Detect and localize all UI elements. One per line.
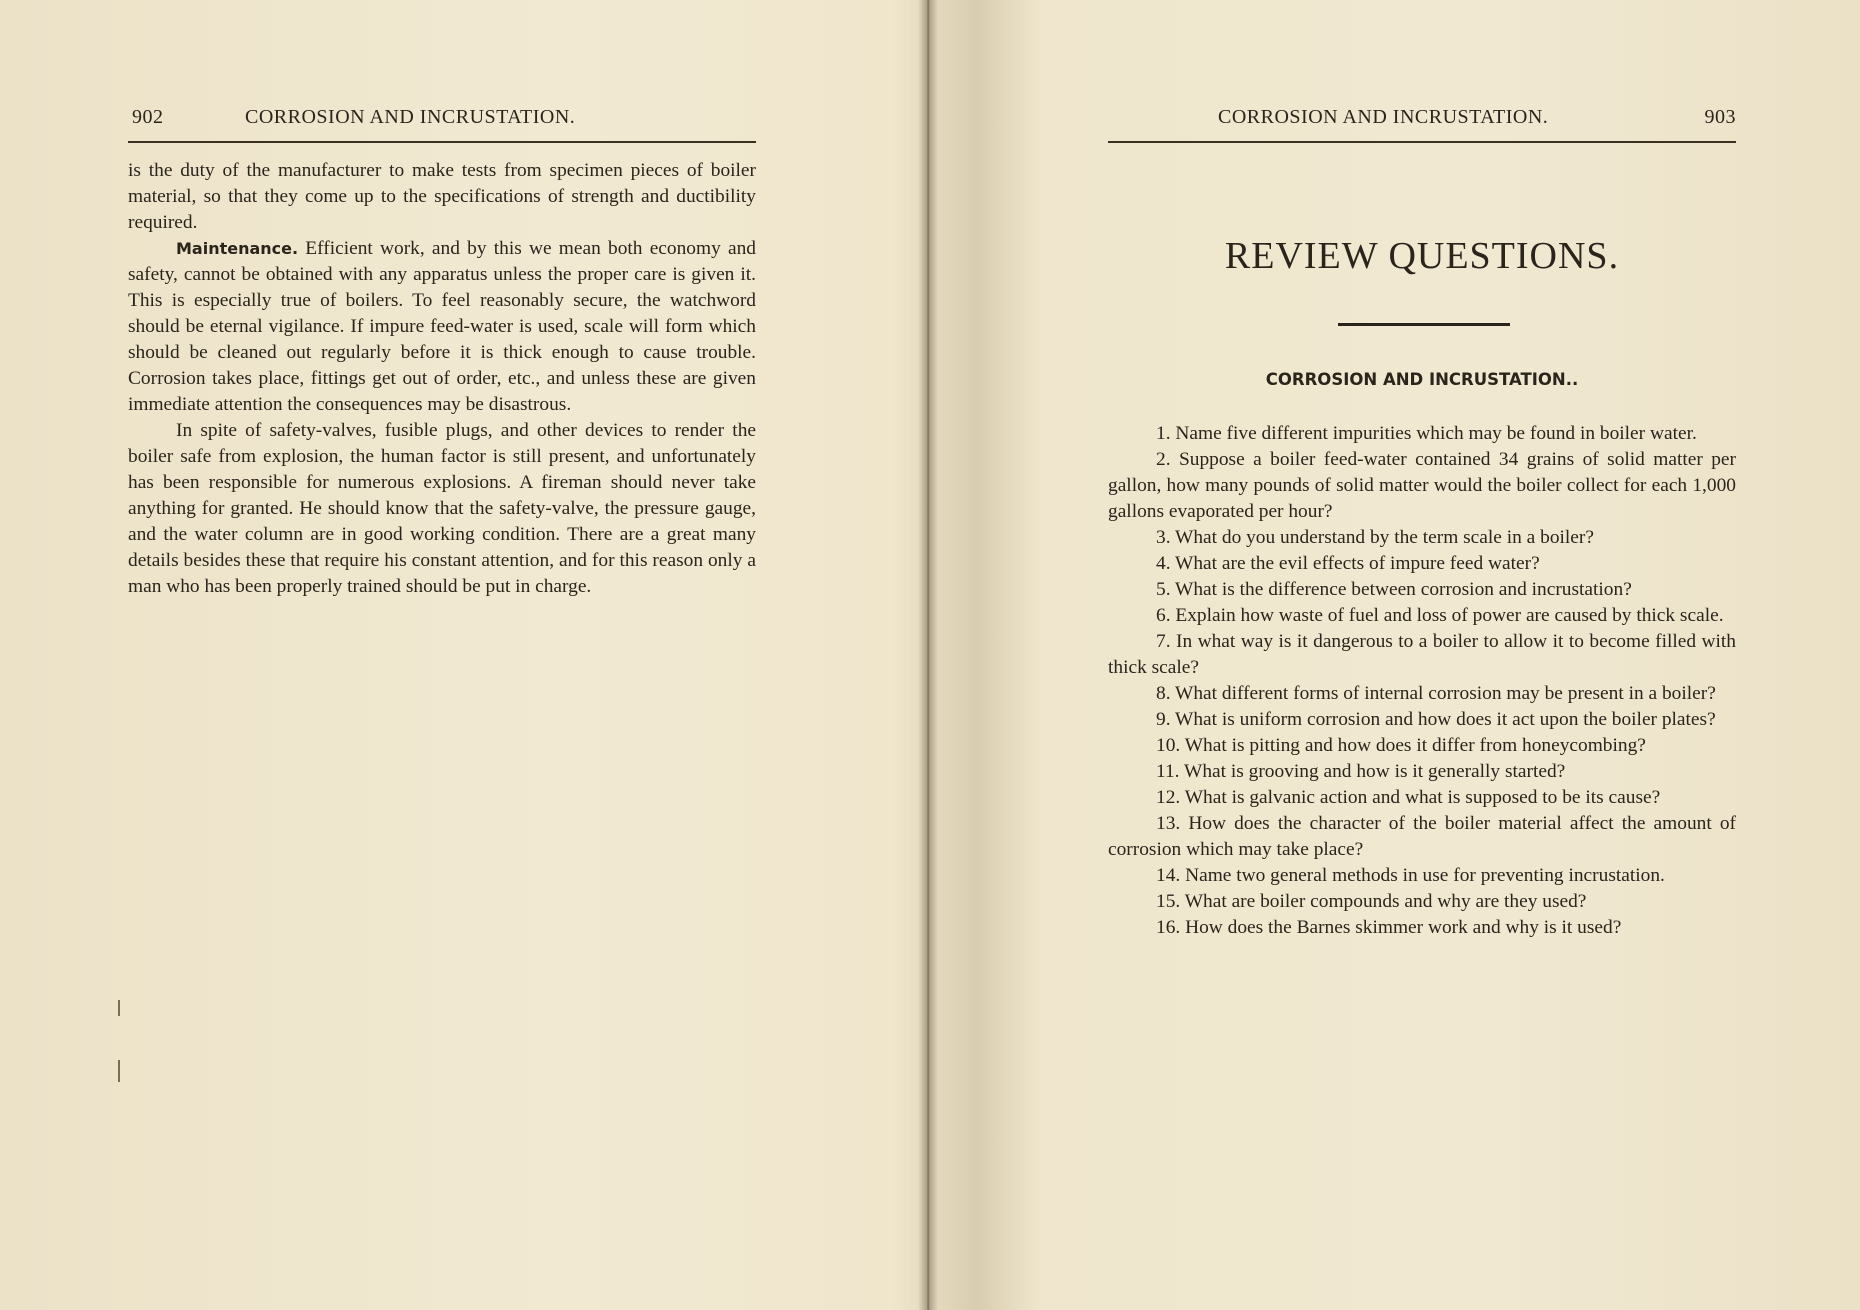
paragraph-maintenance	[128, 236, 756, 418]
left-running-head	[128, 106, 756, 138]
title-rule	[1338, 323, 1510, 326]
question-item: 9. What is uniform corrosion and how does it act upon the boiler plates?	[1156, 709, 1716, 730]
question-item: 1. Name five different impurities which may be found in boiler water.	[1156, 423, 1697, 444]
right-page	[1108, 0, 1736, 1310]
paragraph-human-factor: In spite of safety-valves, fusible plugs, and other devices to render the boiler safe from explosion, the human factor is still present, and unfortunately has been responsible for numerous explosions. A fireman should never take anything for granted. He should know that the safety-valve, the pressure gauge, and the water column are in good working condition. There are a great many details besides these that require his constant attention, and for this reason only a man who has been properly trained should be put in charge.	[128, 420, 756, 597]
left-page	[128, 0, 756, 1310]
question-item: 12. What is galvanic action and what is supposed to be its cause?	[1156, 787, 1661, 808]
right-running-head	[1108, 106, 1736, 138]
question-item: 8. What different forms of internal corrosion may be present in a boiler?	[1156, 683, 1716, 704]
question-item: 13. How does the character of the boiler material affect the amount of corrosion which may take place?	[1108, 813, 1736, 860]
maintenance-text: Efficient work, and by this we mean both economy and safety, cannot be obtained with any apparatus unless the proper care is given it. This is especially true of boilers. To feel reasonably secure, the watchword should be eternal vigilance. If impure feed-water is used, scale will form which should be cleaned out regularly before it is thick enough to cause trouble. Corrosion takes place, fittings get out of order, etc., and unless these are given immediate attention the consequences may be disastrous.	[128, 238, 756, 415]
left-body-text	[128, 158, 756, 600]
paragraph-continuation: is the duty of the manufacturer to make tests from specimen pieces of boiler material, so that they come up to the specifications of strength and ductibility required.	[128, 160, 756, 233]
question-item: 11. What is grooving and how is it generally started?	[1156, 761, 1566, 782]
book-gutter	[918, 0, 938, 1310]
question-item: 5. What is the difference between corrosion and incrustation?	[1156, 579, 1632, 600]
question-item: 10. What is pitting and how does it differ from honeycombing?	[1156, 735, 1646, 756]
question-item: 7. In what way is it dangerous to a boiler to allow it to become filled with thick scale?	[1108, 631, 1736, 678]
left-header-rule	[128, 141, 756, 143]
question-item: 4. What are the evil effects of impure feed water?	[1156, 553, 1540, 574]
left-running-title: CORROSION AND INCRUSTATION.	[245, 106, 576, 128]
review-questions-title: REVIEW QUESTIONS.	[1224, 235, 1620, 277]
margin-mark	[118, 1000, 120, 1016]
question-item: 16. How does the Barnes skimmer work and why is it used?	[1156, 917, 1622, 938]
maintenance-sidehead: Maintenance.	[176, 239, 299, 258]
question-item: 6. Explain how waste of fuel and loss of power are caused by thick scale.	[1156, 605, 1724, 626]
right-header-rule	[1108, 141, 1736, 143]
margin-mark	[118, 1060, 120, 1082]
question-item: 14. Name two general methods in use for preventing incrustation.	[1156, 865, 1665, 886]
question-item: 15. What are boiler compounds and why are they used?	[1156, 891, 1587, 912]
question-list	[1108, 421, 1736, 941]
right-running-title: CORROSION AND INCRUSTATION.	[1218, 106, 1549, 128]
question-item: 2. Suppose a boiler feed-water contained 34 grains of solid matter per gallon, how many pounds of solid matter would the boiler collect for each 1,000 gallons evaporated per hour?	[1108, 449, 1736, 522]
left-page-number: 902	[132, 106, 164, 128]
right-page-number: 903	[1704, 106, 1736, 128]
question-item: 3. What do you understand by the term scale in a boiler?	[1156, 527, 1594, 548]
section-heading: CORROSION AND INCRUSTATION..	[1265, 370, 1579, 389]
